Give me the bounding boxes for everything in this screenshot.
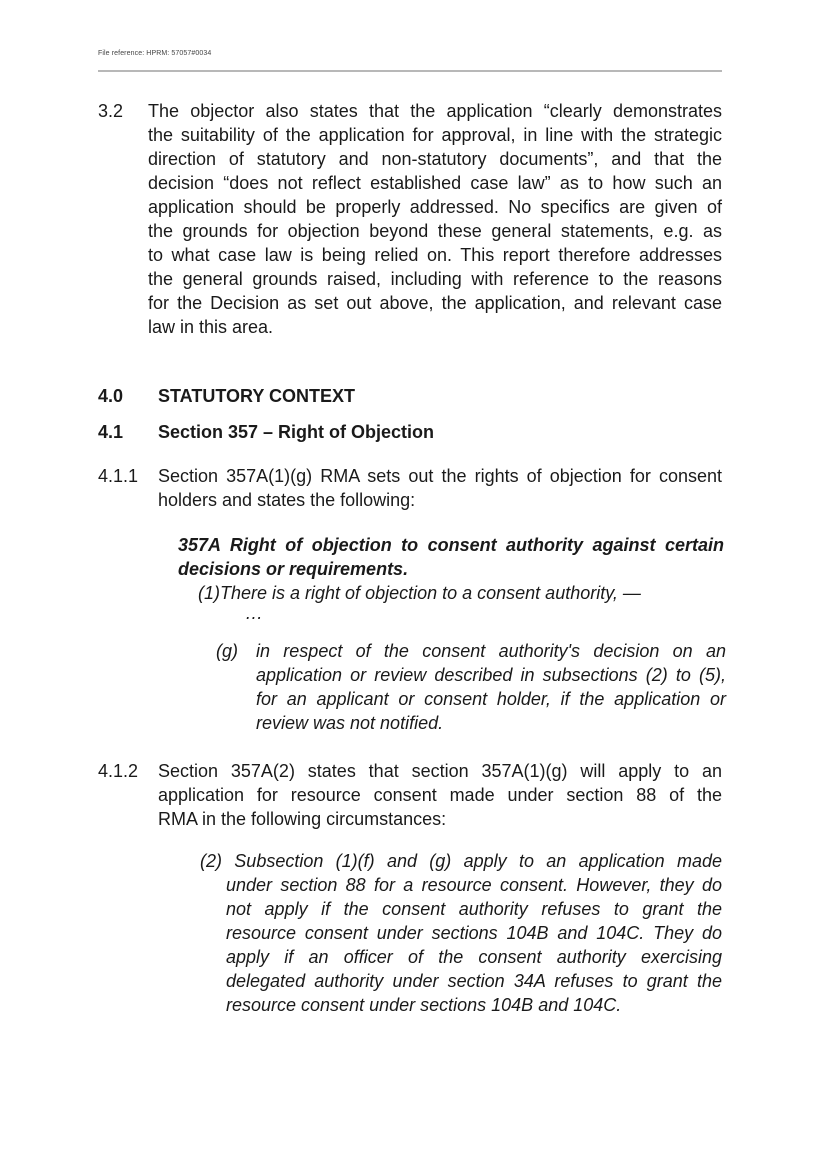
quote-357a-sub1: (1)There is a right of objection to a consent authority, — [198,583,641,603]
para-line: Section 357A(2) states that section 357A(1)(g) will apply to an [158,761,722,781]
quote-line: decisions or requirements. [178,559,409,579]
quote-2-first-line: (2) Subsection (1)(f) and (g) apply to an application made [200,851,722,871]
para-line: application for resource consent made under section 88 of the [158,785,722,805]
quote-line: not apply if the consent authority refuses to grant the [226,899,722,919]
para-line: to what case law is being relied on. This report therefore addresses [148,245,722,265]
para-3-2-number: 3.2 [98,101,124,121]
para-3-2-text [148,99,722,339]
para-line: Section 357A(1)(g) RMA sets out the rights of objection for consent [158,466,722,486]
quote-line: review was not notified. [256,713,444,733]
para-line: the grounds for objection beyond these general statements, e.g. as [148,221,722,241]
quote-line: resource consent under sections 104B and 104C. They do [226,923,722,943]
quote-line: under section 88 for a resource consent. However, they do [226,875,722,895]
para-line: for the Decision as set out above, the application, and relevant case [148,293,722,313]
para-4-1-2-text [158,759,722,831]
para-line: holders and states the following: [158,490,416,510]
para-line: application should be properly addressed. No specifics are given of [148,197,722,217]
quote-line: for an applicant or consent holder, if the application or [256,689,726,709]
para-line: The objector also states that the application “clearly demonstrates [148,101,722,121]
section-4-1-title: Section 357 – Right of Objection [158,422,435,442]
para-4-1-1-number: 4.1.1 [98,466,139,486]
para-line: direction of statutory and non-statutory documents”, and that the [148,149,722,169]
quote-2-text [226,873,722,1017]
quote-line: apply if an officer of the consent authority exercising [226,947,722,967]
para-line: law in this area. [148,317,274,337]
quote-357a-ellipsis: … [245,603,263,623]
para-4-1-1-text [158,464,722,512]
section-4-0-number: 4.0 [98,386,124,406]
quote-357a-g-text [256,639,726,735]
quote-line: delegated authority under section 34A refuses to grant the [226,971,722,991]
quote-357a-heading [178,533,724,581]
file-reference: File reference: HPRM: 57057#0034 [98,50,212,57]
para-line: RMA in the following circumstances: [158,809,447,829]
para-line: decision “does not reflect established case law” as to how such an [148,173,722,193]
quote-line: application or review described in subsections (2) to (5), [256,665,726,685]
quote-line: 357A Right of objection to consent authority against certain [178,535,724,555]
header-divider [98,70,722,72]
para-line: the suitability of the application for approval, in line with the strategic [148,125,722,145]
para-4-1-2-number: 4.1.2 [98,761,139,781]
quote-line: in respect of the consent authority's decision on an [256,641,726,661]
para-line: the general grounds raised, including with reference to the reasons [148,269,722,289]
quote-line: resource consent under sections 104B and 104C. [226,995,622,1015]
section-4-1-number: 4.1 [98,422,124,442]
section-4-0-title: STATUTORY CONTEXT [158,386,356,406]
quote-357a-g-label: (g) [216,641,238,661]
